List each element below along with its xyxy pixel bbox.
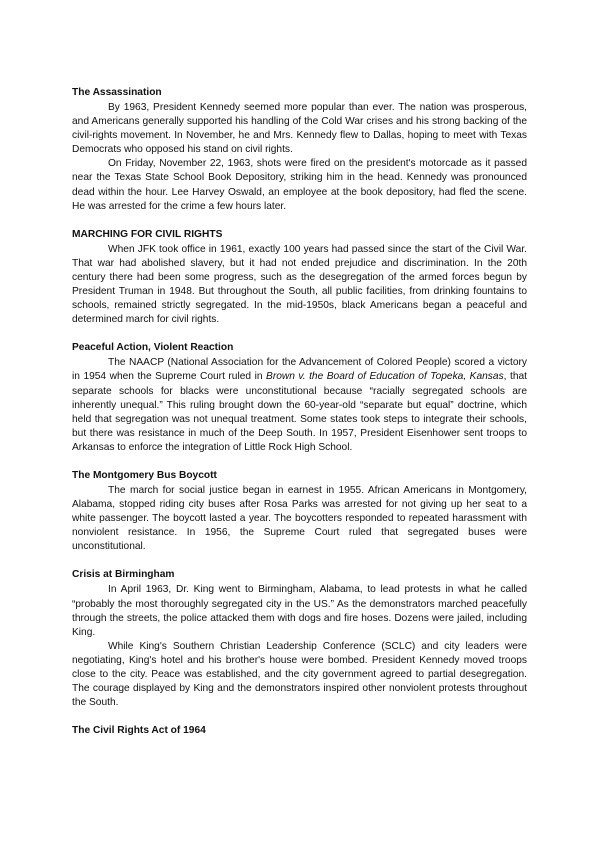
body-paragraph: While King's Southern Christian Leadership Conference (SCLC) and city leaders were negotiating, King's hotel and his brother's house were bombed. President Kennedy moved troops close to the city. Peace was established, and the city government agreed to partial desegregation. The courage displayed by King and the demonstrators inspired other nonviolent protests throughout the South. [72, 640, 527, 709]
section-heading: The Civil Rights Act of 1964 [72, 725, 206, 737]
section-civil-rights-act [72, 724, 527, 738]
section-crisis-at-birmingham [72, 568, 527, 710]
section-marching-for-civil-rights [72, 228, 527, 328]
section-peaceful-action [72, 341, 527, 455]
section-montgomery-bus-boycott [72, 469, 527, 554]
body-paragraph: When JFK took office in 1961, exactly 100 years had passed since the start of the Civil War. That war had abolished slavery, but it had not ended prejudice and discrimination. In the 20th century there had been some progress, such as the desegregation of the armed forces begun by President Truman in 1948. But throughout the South, all public facilities, from drinking fountains to schools, remained strictly segregated. In the mid-1950s, black Americans began a peaceful and determined march for civil rights. [72, 243, 527, 326]
case-name-italic: Brown v. the Board of Education of Topeka, Kansas [266, 371, 504, 383]
body-paragraph: On Friday, November 22, 1963, shots were fired on the president's motorcade as it passed near the Texas State School Book Depository, striking him in the head. Kennedy was pronounced dead within the hour. Lee Harvey Oswald, an employee at the book depository, had fled the scene. He was arrested for the crime a few hours later. [72, 158, 527, 212]
section-heading: The Assassination [72, 87, 162, 98]
body-paragraph: The march for social justice began in earnest in 1955. African Americans in Montgomery, Alabama, stopped riding city buses after Rosa Parks was arrested for not giving up her seat to a white passenger. The boycott lasted a year. The boycotters responded to repeated harassment with nonviolent resistance. In 1956, the Supreme Court ruled that segregated buses were unconstitutional. [72, 484, 527, 553]
body-paragraph: The NAACP (National Association for the Advancement of Colored People) scored a victory in 1954 when the Supreme Court ruled in Brown v. the Board of Education of Topeka, Kansas, that separate schools for blacks were unconstitutional because “racially segregated schools are inherently unequal.” This ruling brought down the 60-year-old “separate but equal” doctrine, which held that segregation was not unequal treatment. Some states took steps to integrate their schools, but there was resistance in much of the Deep South. In 1957, President Eisenhower sent troops to Arkansas to enforce the integration of Little Rock High School. [72, 357, 528, 453]
section-heading: MARCHING FOR CIVIL RIGHTS [72, 228, 223, 240]
section-heading: The Montgomery Bus Boycott [72, 469, 217, 481]
section-heading: Peaceful Action, Violent Reaction [72, 342, 234, 354]
body-paragraph: By 1963, President Kennedy seemed more popular than ever. The nation was prosperous, and Americans generally supported his handling of the Cold War crises and his strong backing of the civil-rights movement. In November, he and Mrs. Kennedy flew to Dallas, hoping to meet with Texas Democrats who opposed his stand on civil rights. [72, 102, 527, 156]
section-assassination [72, 86, 527, 214]
section-heading: Crisis at Birmingham [72, 569, 175, 581]
body-paragraph: In April 1963, Dr. King went to Birmingham, Alabama, to lead protests in what he called “probably the most thoroughly segregated city in the US.” As the demonstrators marched peacefully through the streets, the police attacked them with dogs and fire hoses. Dozens were jailed, including King. [72, 584, 527, 638]
